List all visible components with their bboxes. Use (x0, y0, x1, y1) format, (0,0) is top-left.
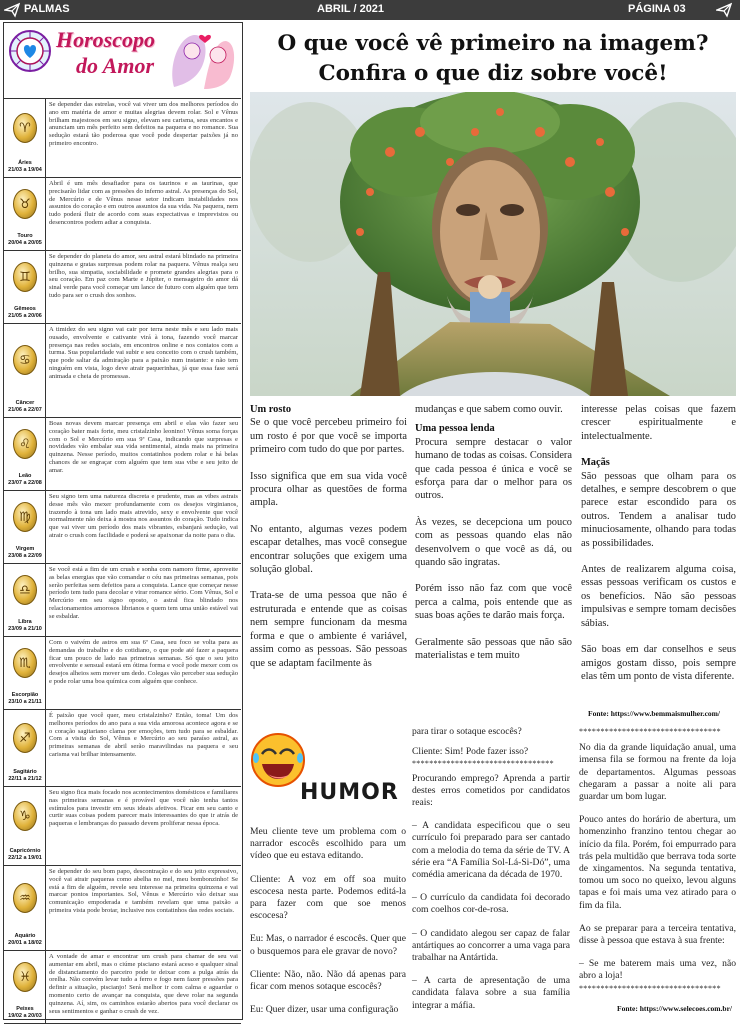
zodiac-row (4, 99, 241, 178)
zodiac-name: Aquário (14, 933, 36, 939)
top-bar (0, 0, 740, 20)
zodiac-forecast: Abril é um mês desafiador para os taurinos e as taurinas, que precisarão lidar com as pressões do inferno astral. As presenças do Sol, de Mercúrio e de Vênus nesse setor indicam instabilidades nos assuntos do coração e em outros assuntos da sua vida. Na paquera, nem tudo poderá fluir de acordo com suas expectativas e imprevistos ou desencontros podem adiar a conquista. (49, 180, 238, 226)
zodiac-name: Touro (17, 233, 33, 239)
humor-paragraph: Pouco antes do horário de abertura, um homenzinho franzino tentou chegar ao início da fila. Porém, foi empurrado para trás pela multidão que berrava toda sorte de xingamentos. Na segunda tentativa, tomou um soco no queixo, levou alguns tapas e foi mais uma vez atirado para o fim da fila. (579, 814, 736, 911)
zodiac-sign-cell (4, 251, 46, 323)
zodiac-dates: 22/12 a 19/01 (8, 855, 42, 861)
zodiac-sign-cell (4, 866, 46, 950)
humor-paragraph: – O candidato alegou ser capaz de falar antártiques ao concorrer a uma vaga para trabalhar na Antártida. (412, 927, 570, 964)
zodiac-name-block (4, 400, 46, 414)
humor-paragraph: – A candidata especificou que o seu currículo foi preparado para ser cantado com a melodia do tema da série de TV. A série era “A Família Sol-Lá-Si-Dó”, uma comédia americana da década de 1970. (412, 820, 570, 881)
zodiac-dates: 23/10 a 21/11 (8, 699, 42, 705)
article-paragraph: Às vezes, se decepciona um pouco com as pessoas quando elas não desenvolvem o que você as dá, ou quando são ingratas. (415, 516, 572, 569)
zodiac-glyph-icon: ♋ (13, 345, 37, 375)
horoscope-title: Horoscopo (56, 27, 155, 52)
humor-paragraph: – O currículo da candidata foi decorado com coelhos cor-de-rosa. (412, 892, 570, 916)
zodiac-name-block (4, 233, 46, 247)
humor-paragraph: Meu cliente teve um problema com o narrador escocês escolhido para um vídeo que eu estava editando. (250, 826, 406, 862)
zodiac-name-block (4, 692, 46, 706)
zodiac-dates: 21/05 a 20/06 (8, 313, 42, 319)
zodiac-sign-cell (4, 418, 46, 490)
humor-paragraph: Cliente: Sim! Pode fazer isso? (412, 746, 529, 758)
humor-paragraph: – Se me baterem mais uma vez, não abro a loja! (579, 958, 736, 982)
zodiac-name: Gêmeos (14, 306, 36, 312)
zodiac-forecast: É paixão que você quer, meu cristalzinho? Então, toma! Um dos melhores períodos do ano para a sua vida amorosa acontece agora e se o coração sagitariano clama por emoções, tem tudo para se esbaldar. Com a visita do Sol, Vênus e Mercúrio ao seu paraíso astral, as primeiras semanas de abril serão maravilindas na paquera e seu carisma vai brilhar intensamente. (49, 712, 238, 758)
zodiac-name: Libra (18, 619, 32, 625)
zodiac-sign-cell (4, 564, 46, 636)
zodiac-row (4, 866, 241, 951)
separator-stars: ********************************* (579, 983, 721, 993)
separator-stars: ********************************* (412, 759, 554, 769)
zodiac-dates: 23/07 a 22/08 (8, 480, 42, 486)
zodiac-glyph-icon: ♎ (13, 575, 37, 605)
zodiac-row (4, 324, 241, 418)
article-headline (250, 29, 736, 89)
zodiac-dates: 19/02 a 20/03 (8, 1013, 42, 1019)
zodiac-forecast: Se depender do planeta do amor, seu astral estará blindado na primeira quinzena e gratas surpresas podem rolar na paquera. Vênus realça seu brilho, sua simpatia, sociabilidade e promete grandes alegrias para o seu coração. Em paz com Marte e Júpiter, o mensageiro do amor dá sinal verde para você começar um lance de futuro com alguém que tem tudo para ser o crush dos sonhos. (49, 253, 238, 299)
zodiac-name: Virgem (15, 546, 35, 552)
zodiac-name: Leão (18, 473, 32, 479)
zodiac-glyph-icon: ♒ (13, 883, 37, 913)
humor-paragraph: Cliente: A voz em off soa muito escocesa nesta parte. Podemos editá-la para fazer com que soe menos escocesa? (250, 873, 406, 922)
article-paragraph: Trata-se de uma pessoa que não é estruturada e entende que as coisas nem sempre funcionam da mesma forma e que o ambiente é variável, assim como as pessoas. São pessoas que se adaptam facilmente às (250, 590, 407, 669)
zodiac-row (4, 637, 241, 710)
zodiac-dates: 21/03 a 19/04 (8, 167, 42, 173)
headline-line-2: Confira o que diz sobre você! (318, 61, 668, 86)
zodiac-name-block (4, 769, 46, 783)
zodiac-forecast: Boas novas devem marcar presença em abril e elas vão fazer seu coração bater mais forte, meu cristalzinho leonino! Vênus soma forças com o Sol e Mercúrio em sua 9ª Casa, indicando que surpresas e novidades vão embalar sua vida sentimental, ainda mais na primeira quinzena. Nesse período, muitos contatinhos podem rolar e há belas chances de se engraçar com alguém que tem sua vibe e seu jeito de amar. (49, 420, 238, 474)
zodiac-forecast: A timidez do seu signo vai cair por terra neste mês e seu lado mais ousado, envolvente e cativante virá à tona, fazendo você marcar presença nas redes sociais, em encontros online e nos contatos com a turma. Sua popularidade vai subir e seu conceito com o crush também, que pode saltar da admiração para a paixão num instante: e não tem ninguém em vista, logo deve atrair paquerinhas, já que essa fase será animada e cheia de promessas. (49, 326, 238, 380)
optical-illusion-image (250, 92, 736, 396)
zodiac-row (4, 418, 241, 491)
humor-column-2 (412, 726, 570, 1023)
article-paragraph: interesse pelas coisas que fazem crescer espiritualmente e intelectualmente. (581, 404, 736, 442)
page-number: PÁGINA 03 (628, 3, 686, 15)
zodiac-glyph-icon: ♐ (13, 723, 37, 753)
couple-illustration (164, 27, 238, 95)
zodiac-name-block (4, 933, 46, 947)
article-paragraph: São pessoas que olham para os detalhes, e sempre descobrem o que parece estar escondido para os outros. Tendem a analisar tudo minuciosamente, olhando para todas as possibilidades. (581, 470, 736, 549)
zodiac-wheel-icon (8, 29, 52, 73)
zodiac-glyph-icon: ♈ (13, 113, 37, 143)
zodiac-row (4, 787, 241, 866)
humor-column-3 (579, 726, 736, 1006)
humor-paragraph: Ao se preparar para a terceira tentativa, disse à pessoa que estava à sua frente: (579, 922, 736, 947)
article-paragraph: mudanças e que sabem como ouvir. (415, 404, 563, 415)
zodiac-name: Câncer (15, 400, 35, 406)
horoscope-header (4, 23, 241, 99)
article-paragraph: Procura sempre destacar o valor humano de todas as coisas. Considera que cada pessoa é única e você se esforça para dar o melhor para os outros. (415, 436, 572, 502)
paper-plane-icon (4, 2, 20, 18)
zodiac-sign-cell (4, 99, 46, 177)
zodiac-dates: 22/11 a 21/12 (8, 776, 42, 782)
zodiac-row (4, 710, 241, 787)
section-heading-face: Um rosto (250, 404, 292, 415)
zodiac-glyph-icon: ♓ (13, 962, 37, 992)
zodiac-sign-cell (4, 787, 46, 865)
paper-plane-icon (716, 2, 732, 18)
zodiac-glyph-icon: ♏ (13, 648, 37, 678)
zodiac-name: Áries (18, 160, 32, 166)
zodiac-sign-cell (4, 324, 46, 417)
zodiac-row (4, 491, 241, 564)
humor-paragraph: Cliente: Não, não. Não dá apenas para ficar com menos sotaque escocês? (250, 968, 406, 993)
humor-paragraph: para tirar o sotaque escocês? (412, 726, 522, 737)
humor-paragraph: No dia da grande liquidação anual, uma imensa fila se formou na frente da loja de departamentos. Algumas pessoas chegaram a passar a noite ali para guardar um bom lugar. (579, 742, 736, 803)
horoscope-panel (3, 22, 243, 1020)
separator-stars: ********************************* (579, 727, 721, 736)
zodiac-glyph-icon: ♌ (13, 429, 37, 459)
section-heading-apples: Maçãs (581, 457, 610, 469)
zodiac-sign-cell (4, 491, 46, 563)
humor-source: Fonte: https://www.selecoes.com.br/ (617, 1004, 732, 1013)
article-paragraph: Isso significa que em sua vida você procura olhar as questões de forma ampla. (250, 470, 407, 509)
issue-date: ABRIL / 2021 (317, 3, 385, 15)
zodiac-row (4, 251, 241, 324)
article-paragraph: Antes de realizarem alguma coisa, essas pessoas verificam os custos e os benefícios. Não são pessoas impulsivas e sempre tomam decisões sábias. (581, 564, 736, 629)
zodiac-sign-cell (4, 637, 46, 709)
zodiac-dates: 23/09 a 21/10 (8, 626, 42, 632)
zodiac-name-block (4, 546, 46, 560)
zodiac-forecast: Se depender do seu bom papo, descontração e do seu jeito expressivo, você vai atrair paqueras como abelha no mel, meu bombonzinho! Se está a fim de alguém, revele seu interesse na primeira quinzena e vai marcar pontos importantes. Sol, Vênus e Mercúrio vão deixar sua comunicação empoderada e também revelam que uma paixão a primeira vista pode brotar, inclusive nos contatinhos das redes sociais. (49, 868, 238, 914)
zodiac-row (4, 951, 241, 1024)
humor-paragraph: Procurando emprego? Aprenda a partir destes erros cometidos por candidatos reais: (412, 772, 570, 809)
article-column-1 (250, 403, 407, 683)
section-heading-person: Uma pessoa lenda (415, 423, 495, 435)
zodiac-name-block (4, 619, 46, 633)
article-paragraph: No entanto, algumas vezes podem escapar detalhes, mas você consegue encontrar soluções que exigem uma solução global. (250, 523, 407, 576)
zodiac-glyph-icon: ♑ (13, 801, 37, 831)
humor-paragraph: Eu: Quer dizer, usar uma configuração (250, 1004, 399, 1016)
zodiac-forecast: A vontade de amar e encontrar um crush para chamar de seu vai aumentar em abril, mas o ciúme pisciano estará aceso e qualquer sinal de distanciamento do parceiro pode te deixar com a pulga atrás da orelha. Não convém levar tudo a ferro e fogo nem fazer pressões para definir a situação, piscianjo! Será melhor ir com calma e aguardar o momento certo de avançar na conquista, que deve rolar na segunda quinzena. Aí, sim, os caminhos estarão abertos para você declarar os seus sentimentos e ganhar o crush de vez. (49, 953, 238, 1015)
zodiac-forecast: Seu signo fica mais focado nos acontecimentos domésticos e familiares nas primeiras semanas e é provável que você não tenha tantos estímulos para investir em seus ideais afetivos. Ficar em seu canto e curtir suas coisas podem parecer mais interessantes do que ir atrás de paqueras e lembranças do passado devem proliferar nessa época. (49, 789, 238, 828)
city-label: PALMAS (24, 3, 70, 15)
zodiac-forecast: Se depender das estrelas, você vai viver um dos melhores períodos do ano em matéria de amor e muitas alegrias devem rolar. Sol e Vênus brilham majestosos em seu signo, elevam seu carisma, seus encantos e anunciam um mês perfeito sem defeitos na paquera e no romance. Sua sedução estará tão poderosa que você pode despertar paixões já no primeiro encontro. (49, 101, 238, 147)
zodiac-name-block (4, 848, 46, 862)
article-paragraph: Geralmente são pessoas que não são materialistas e tem muito (415, 636, 572, 662)
humor-label: HUMOR (300, 780, 399, 805)
zodiac-name-block (4, 473, 46, 487)
headline-line-1: O que você vê primeiro na imagem? (277, 31, 709, 56)
zodiac-name-block (4, 306, 46, 320)
article-paragraph: Se o que você percebeu primeiro foi um rosto é por que você se importa primeiro com tudo do que por partes. (250, 417, 407, 456)
zodiac-glyph-icon: ♉ (13, 189, 37, 219)
zodiac-sign-cell (4, 178, 46, 250)
article-paragraph: Porém isso não faz com que você perca a calma, pois entende que as suas boas ações te darão mais força. (415, 583, 572, 622)
laughing-face-icon (250, 724, 408, 822)
humor-banner (250, 724, 408, 822)
humor-paragraph: Eu: Mas, o narrador é escocês. Quer que o busquemos para ele gravar de novo? (250, 933, 406, 957)
article-column-3 (581, 403, 736, 696)
zodiac-sign-cell (4, 710, 46, 786)
horoscope-subtitle: do Amor (76, 53, 155, 78)
zodiac-name: Capricórnio (9, 848, 41, 854)
article-source: Fonte: https://www.bemmaismulher.com/ (588, 709, 721, 718)
zodiac-row (4, 564, 241, 637)
zodiac-forecast: Se você está a fim de um crush e sonha com namoro firme, aproveite as belas energias que vão comandar o céu nas primeiras semanas, pois serão perfeitas sem defeitos para a conquista. Lance que começar nesse período tem tudo para decolar e virar romance sério. Com Vênus, Sol e Mercúrio em seu signo oposto, o astral fica blindado nos relacionamentos amorosos librianos e quem tem uma união estável vai se esbaldar. (49, 566, 238, 620)
article-paragraph: São boas em dar conselhos e seus amigos gostam disso, pois sempre elas têm um ponto de vista diferente. (581, 644, 736, 682)
zodiac-name: Escorpião (11, 692, 39, 698)
zodiac-sign-cell (4, 951, 46, 1023)
zodiac-glyph-icon: ♍ (13, 502, 37, 532)
zodiac-forecast: Com o vaivém de astros em sua 6ª Casa, seu foco se volta para as demandas do trabalho e do cotidiano, o que pode até fazer a paquera ficar um pouco de lado nas primeiras semanas. Só que o seu jeito envolvente e sensual estará em ótima forma e você pode mexer com os desejos alheios sem mover um dedo. Colegas vão perceber sua sedução e pode rolar uma boa química com alguém que conhece. (49, 639, 238, 685)
zodiac-name-block (4, 160, 46, 174)
zodiac-glyph-icon: ♊ (13, 262, 37, 292)
zodiac-dates: 23/08 a 22/09 (8, 553, 42, 559)
humor-column-1 (250, 826, 406, 1024)
article-column-2 (415, 403, 572, 676)
zodiac-forecast: Seu signo tem uma natureza discreta e prudente, mas as vibes astrais desse mês vão mexer profundamente com os desejos virginianos, trazendo à tona um lado mais atrevido, sexy e envolvente que você normalmente não deixa à mostra nos assuntos do coração. Tudo indica que vai viver um período dos mais vibrantes, esbanjará sedução, vai atrair o crush com facilidade e poderá se apaixonar da noite para o dia. (49, 493, 238, 539)
zodiac-row (4, 178, 241, 251)
zodiac-name: Peixes (16, 1006, 34, 1012)
zodiac-dates: 20/01 a 18/02 (8, 940, 42, 946)
zodiac-dates: 21/06 a 22/07 (8, 407, 42, 413)
zodiac-dates: 20/04 a 20/05 (8, 240, 42, 246)
zodiac-name-block (4, 1006, 46, 1020)
humor-paragraph: – A carta de apresentação de uma candidata falava sobre a sua família integrar a máfia. (412, 975, 570, 1011)
zodiac-name: Sagitário (13, 769, 37, 775)
